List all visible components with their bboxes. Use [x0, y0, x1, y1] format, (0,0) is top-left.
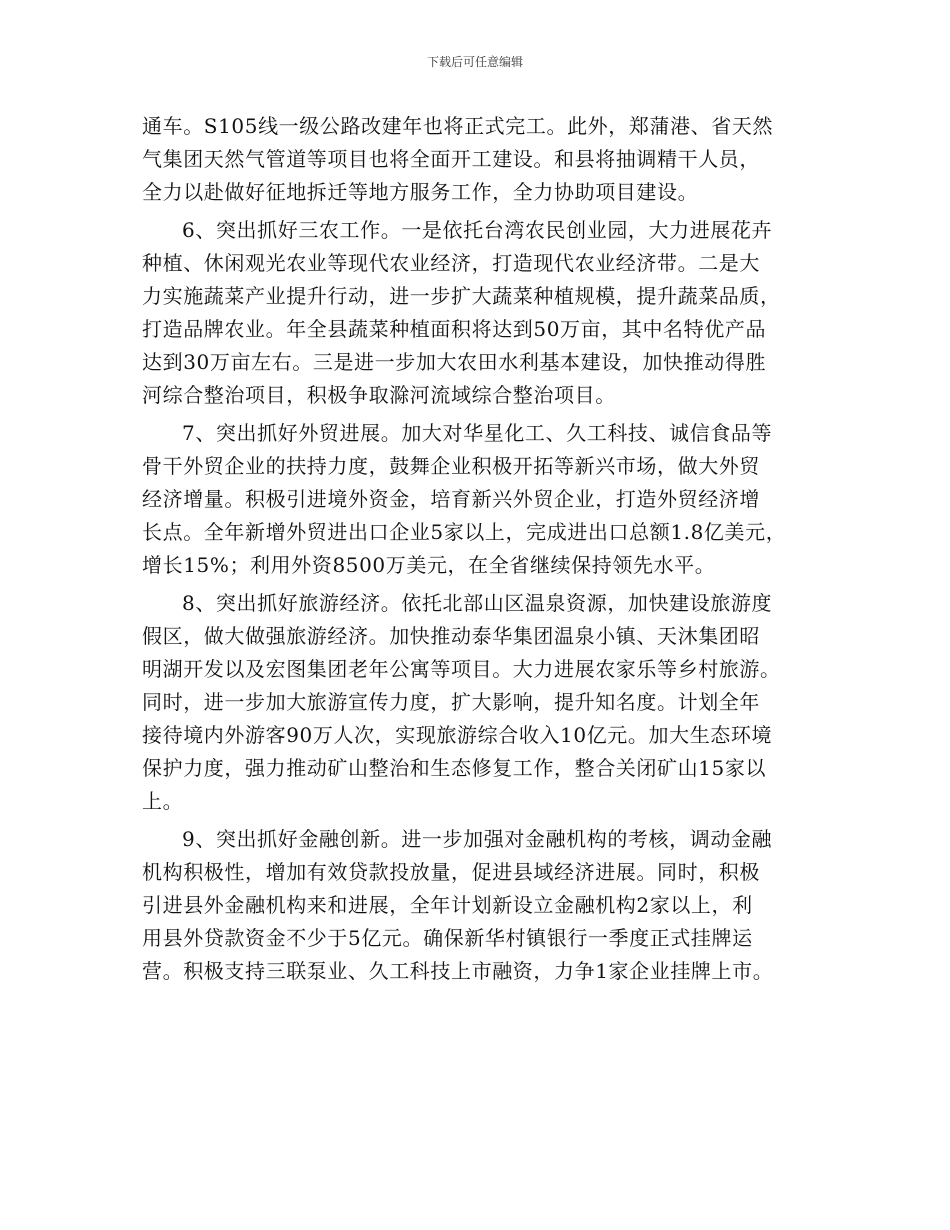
- text-line: 力实施蔬菜产业提升行动，进一步扩大蔬菜种植规模，提升蔬菜品质，: [142, 284, 781, 308]
- paragraph-continuation: [142, 110, 812, 209]
- text-line: 接待境内外游客90万人次，实现旅游综合收入10亿元。加大生态环境: [142, 723, 773, 747]
- document-body: [142, 110, 812, 988]
- text-line: 增长15%；利用外资8500万美元，在全省继续保持领先水平。: [142, 553, 716, 577]
- text-line: 经济增量。积极引进境外资金，培育新兴外贸企业，打造外贸经济增: [142, 487, 760, 511]
- text-line: 河综合整治项目，积极争取滁河流域综合整治项目。: [142, 383, 616, 407]
- paragraph-agriculture: [142, 214, 812, 412]
- text-line: 7、突出抓好外贸进展。加大对华星化工、久工科技、诚信食品等: [182, 421, 773, 445]
- text-line: 8、突出抓好旅游经济。依托北部山区温泉资源，加快建设旅游度: [182, 591, 773, 615]
- page-header-note: 下载后可任意编辑: [426, 55, 523, 69]
- text-line: 6、突出抓好三农工作。一是依托台湾农民创业园，大力进展花卉: [182, 218, 773, 242]
- text-line: 用县外贷款资金不少于5亿元。确保新华村镇银行一季度正式挂牌运: [142, 926, 753, 950]
- text-line: 引进县外金融机构来和进展，全年计划新设立金融机构2家以上，利: [142, 893, 753, 917]
- text-line: 达到30万亩左右。三是进一步加大农田水利基本建设，加快推动得胜: [142, 350, 767, 374]
- text-line: 机构积极性，增加有效贷款投放量，促进县域经济进展。同时，积极: [142, 860, 760, 884]
- text-line: 营。积极支持三联泵业、久工科技上市融资，力争1家企业挂牌上市。: [142, 959, 774, 983]
- text-line: 打造品牌农业。年全县蔬菜种植面积将达到50万亩，其中名特优产品: [142, 317, 767, 341]
- text-line: 上。: [142, 789, 184, 813]
- text-line: 9、突出抓好金融创新。进一步加强对金融机构的考核，调动金融: [182, 827, 773, 851]
- text-line: 长点。全年新增外贸进出口企业5家以上，完成进出口总额1.8亿美元，: [142, 520, 787, 544]
- text-line: 种植、休闲观光农业等现代农业经济，打造现代农业经济带。二是大: [142, 251, 760, 275]
- text-line: 明湖开发以及宏图集团老年公寓等项目。大力进展农家乐等乡村旅游。: [142, 657, 781, 681]
- text-line: 骨干外贸企业的扶持力度，鼓舞企业积极开拓等新兴市场，做大外贸: [142, 454, 760, 478]
- text-line: 气集团天然气管道等项目也将全面开工建设。和县将抽调精干人员，: [142, 147, 760, 171]
- paragraph-tourism: [142, 587, 812, 818]
- paragraph-foreign-trade: [142, 417, 812, 582]
- paragraph-finance: [142, 823, 812, 988]
- text-line: 保护力度，强力推动矿山整治和生态修复工作，整合关闭矿山15家以: [142, 756, 767, 780]
- text-line: 全力以赴做好征地拆迁等地方服务工作，全力协助项目建设。: [142, 180, 699, 204]
- text-line: 假区，做大做强旅游经济。加快推动泰华集团温泉小镇、天沐集团昭: [142, 624, 760, 648]
- text-line: 同时，进一步加大旅游宣传力度，扩大影响，提升知名度。计划全年: [142, 690, 760, 714]
- text-line: 通车。S105线一级公路改建年也将正式完工。此外，郑蒲港、省天然: [142, 114, 774, 138]
